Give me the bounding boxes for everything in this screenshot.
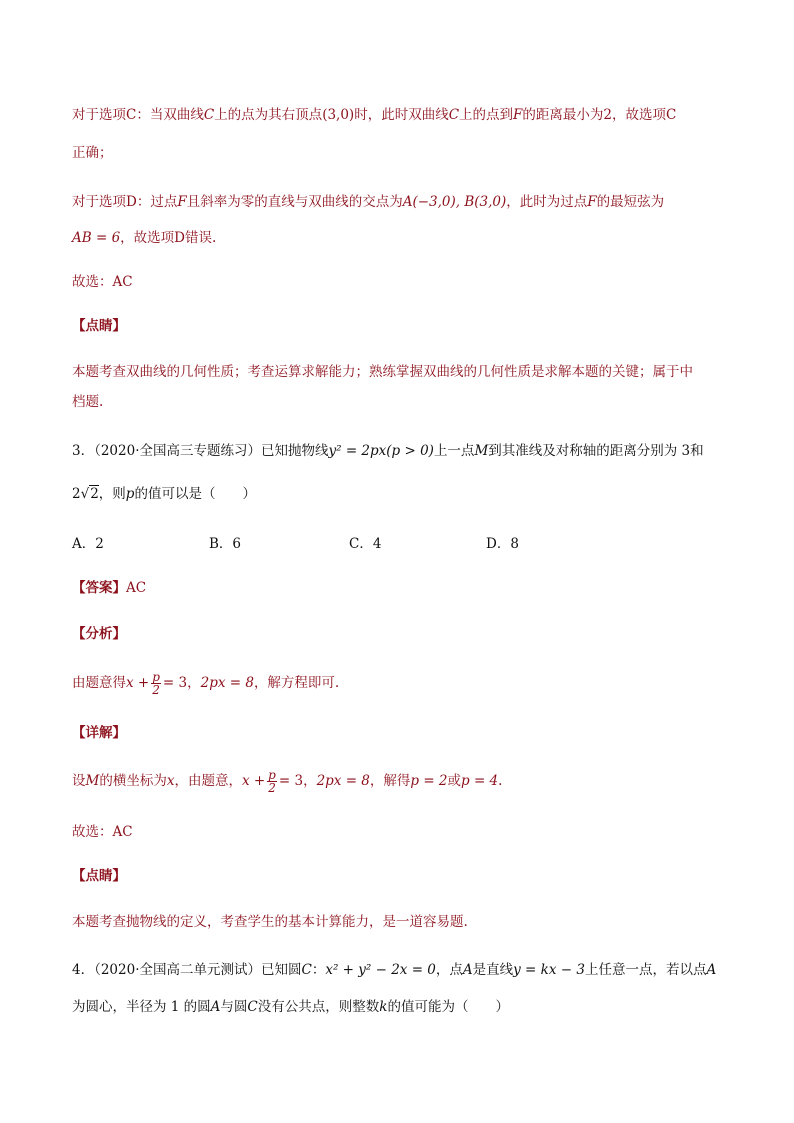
text: ，解方程即可. <box>253 675 340 691</box>
var-c: C <box>247 999 258 1015</box>
text: ， <box>303 773 317 789</box>
fraction <box>267 769 277 794</box>
solution-2: p = 4 <box>461 773 499 789</box>
var-c: C <box>448 107 460 123</box>
text: 【点睛】 <box>72 318 126 334</box>
text: 本题考查抛物线的定义，考查学生的基本计算能力，是一道容易题. <box>72 914 468 930</box>
text: ，点 <box>435 962 463 978</box>
text: 【分析】 <box>72 626 126 642</box>
var-f: F <box>177 194 187 210</box>
option-d-line-2 <box>72 228 732 248</box>
text: 上的点为其右顶点 <box>214 107 323 123</box>
expr: 2px = 8 <box>316 773 370 789</box>
q3-detail-heading <box>72 723 732 743</box>
expr: = 3 <box>162 675 188 691</box>
text: 的值可能为（ ） <box>387 999 509 1015</box>
text: 【详解】 <box>72 725 126 741</box>
var-a: A <box>210 999 221 1015</box>
question-number: 4． <box>72 962 95 978</box>
solution-1: p = 2 <box>410 773 448 789</box>
var-p: p <box>125 486 135 502</box>
text: 本题考查双曲线的几何性质；考查运算求解能力；熟练掌握双曲线的几何性质是求解本题的关键；属于中 <box>72 364 693 380</box>
option-d-line-1 <box>72 192 732 212</box>
q2-comment-heading <box>72 316 732 336</box>
numerator: p <box>268 768 276 782</box>
text: 由题意得 <box>72 675 126 691</box>
text: 的值可以是（ ） <box>134 486 256 502</box>
number: 2 <box>603 107 613 123</box>
q3-analysis-line <box>72 668 732 698</box>
q2-comment-line-2 <box>72 392 732 412</box>
text: 的横坐标为 <box>99 773 167 789</box>
var-a: A <box>706 962 717 978</box>
text: 与圆 <box>220 999 248 1015</box>
text: 的最短弦为 <box>596 194 665 210</box>
var-c: C <box>301 962 312 978</box>
text: ，由题意， <box>174 773 242 789</box>
text: 档题. <box>72 394 104 410</box>
text: 上一点 <box>433 443 475 459</box>
text: 上任意一点，若以点 <box>584 962 707 978</box>
expr: x + <box>241 773 266 789</box>
var-a: A <box>462 962 473 978</box>
text: ，解得 <box>369 773 411 789</box>
option-c: C．4 <box>349 536 382 552</box>
text: （2020·全国高二单元测试）已知圆 <box>94 962 302 978</box>
q3-final <box>72 822 732 842</box>
text: 的距离最小为 <box>522 107 604 123</box>
var-x: x <box>166 773 175 789</box>
text: （2020·全国高三专题练习）已知抛物线 <box>94 443 329 459</box>
sqrt-arg: 2 <box>90 486 99 502</box>
q2-answer <box>72 272 732 292</box>
text: ，则 <box>98 486 126 502</box>
option-a: A．2 <box>72 536 104 552</box>
numerator: p <box>152 670 160 684</box>
question-number: 3． <box>72 443 95 459</box>
option-c-line-2 <box>72 143 732 163</box>
expr: 2px = 8 <box>200 675 254 691</box>
text: ，故选项D错误. <box>120 230 217 246</box>
answer-label: 【答案】 <box>72 580 126 596</box>
intersection-points: A(−3,0), B(3,0) <box>402 194 507 210</box>
denominator: 2 <box>268 781 276 795</box>
fraction <box>151 671 161 696</box>
var-c: C <box>203 107 215 123</box>
var-m: M <box>474 443 489 459</box>
text: ，此时为过点 <box>506 194 588 210</box>
q4-stem-line-1 <box>72 960 732 980</box>
text: 或 <box>447 773 462 789</box>
q3-comment-heading <box>72 866 732 886</box>
var-m: M <box>85 773 100 789</box>
text: 【点睛】 <box>72 868 126 884</box>
option-b: B．6 <box>209 536 242 552</box>
text: 为圆心，半径为 1 的圆 <box>72 999 211 1015</box>
text: 对于选项D：过点 <box>72 194 178 210</box>
text: 且斜率为零的直线与双曲线的交点为 <box>186 194 403 210</box>
expr: = 3 <box>278 773 304 789</box>
q3-detail-line <box>72 766 732 796</box>
text: 对于选项C：当双曲线 <box>72 107 204 123</box>
text: . <box>498 773 503 789</box>
text: 故选：AC <box>72 824 133 840</box>
q3-comment <box>72 912 732 932</box>
denominator: 2 <box>152 683 160 697</box>
text: 是直线 <box>472 962 514 978</box>
option-c-line-1 <box>72 105 732 125</box>
text: 上的点到 <box>459 107 514 123</box>
q2-comment-line-1 <box>72 362 732 382</box>
var-f: F <box>513 107 523 123</box>
text: 正确； <box>72 145 113 161</box>
q3-analysis-heading <box>72 624 732 644</box>
text: 没有公共点，则整数 <box>257 999 380 1015</box>
line-equation: y = kx − 3 <box>513 962 585 978</box>
chord-length: AB = 6 <box>72 230 121 246</box>
q3-answer <box>72 578 732 598</box>
parabola-equation: y² = 2px(p > 0) <box>328 443 434 459</box>
number: 2 <box>72 486 81 502</box>
option-d: D．8 <box>486 536 519 552</box>
q3-stem-line-2: 2√2，则p的值可以是（ ） <box>72 486 256 502</box>
text: ， <box>187 675 201 691</box>
var-f: F <box>587 194 597 210</box>
q3-stem-line-1 <box>72 441 732 461</box>
expr: x + <box>126 675 150 691</box>
text: ，故选项C <box>612 107 677 123</box>
text: 设 <box>72 773 86 789</box>
point-3-0: (3,0) <box>322 107 355 123</box>
text: 到其准线及对称轴的距离分别为 3和 <box>488 443 704 459</box>
text: 时，此时双曲线 <box>354 107 449 123</box>
var-k: k <box>379 999 388 1015</box>
text: 故选：AC <box>72 274 133 290</box>
circle-equation: x² + y² − 2x = 0 <box>325 962 436 978</box>
q4-stem-line-2 <box>72 997 732 1017</box>
text: ： <box>311 962 326 978</box>
answer-value: AC <box>126 580 147 596</box>
